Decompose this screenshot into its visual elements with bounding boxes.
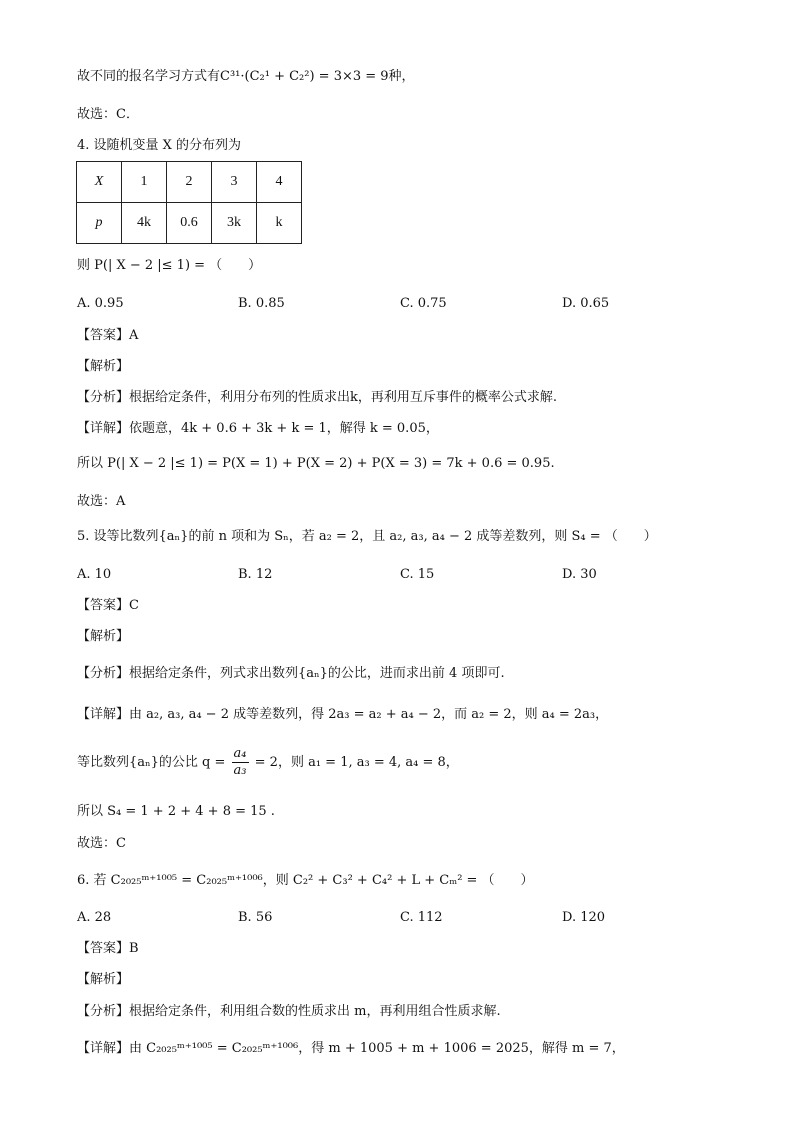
q6-option-d: D. 120 (562, 910, 606, 925)
q5-answer: 【答案】C (77, 598, 139, 613)
q5-stem: 5. 设等比数列{aₙ}的前 n 项和为 Sₙ，若 a₂ = 2，且 a₂, a₃, a₄ − 2 成等差数列，则 S₄ = （ ） (77, 529, 657, 544)
q5-analysis-head: 【解析】 (77, 629, 130, 644)
q5-choose: 故选：C (77, 836, 126, 851)
table-cell: 3 (212, 162, 257, 203)
q5-option-b: B. 12 (238, 567, 273, 582)
q4-question: 则 P(| X − 2 |≤ 1) = （ ） (77, 258, 262, 273)
fraction-numerator: a₄ (233, 746, 247, 761)
q4-stem: 4. 设随机变量 X 的分布列为 (77, 138, 242, 153)
q6-detail: 【详解】由 C₂₀₂₅ᵐ⁺¹⁰⁰⁵ = C₂₀₂₅ᵐ⁺¹⁰⁰⁶，得 m + 1005 + m + 1006 = 2025，解得 m = 7， (77, 1041, 625, 1056)
q4-so: 所以 P(| X − 2 |≤ 1) = P(X = 1) + P(X = 2) + P(X = 3) = 7k + 0.6 = 0.95. (77, 456, 555, 471)
q6-analysis: 【分析】根据给定条件，利用组合数的性质求出 m，再利用组合性质求解. (77, 1004, 501, 1019)
q4-analysis-head: 【解析】 (77, 359, 130, 374)
q4-option-a: A. 0.95 (77, 296, 124, 311)
q5-analysis: 【分析】根据给定条件，列式求出数列{aₙ}的公比，进而求出前 4 项即可. (77, 666, 505, 681)
table-cell: 3k (212, 203, 257, 244)
q4-option-d: D. 0.65 (562, 296, 610, 311)
fraction-denominator: a₃ (233, 763, 247, 778)
q4-analysis: 【分析】根据给定条件，利用分布列的性质求出k，再利用互斥事件的概率公式求解. (77, 390, 558, 405)
q5-detail: 【详解】由 a₂, a₃, a₄ − 2 成等差数列，得 2a₃ = a₂ + a₄ − 2，而 a₂ = 2，则 a₄ = 2a₃， (77, 707, 609, 722)
q5-ratio-prefix: 等比数列{aₙ}的公比 q = (77, 755, 226, 770)
table-row (77, 203, 302, 244)
table-cell: 1 (122, 162, 167, 203)
q6-stem: 6. 若 C₂₀₂₅ᵐ⁺¹⁰⁰⁵ = C₂₀₂₅ᵐ⁺¹⁰⁰⁶，则 C₂² + C₃² + C₄² + L + Cₘ² = （ ） (77, 873, 534, 888)
q5-option-c: C. 15 (400, 567, 435, 582)
table-row (77, 162, 302, 203)
q5-ratio-suffix: = 2，则 a₁ = 1, a₃ = 4, a₄ = 8， (254, 755, 459, 770)
q6-option-b: B. 56 (238, 910, 273, 925)
q4-choose: 故选：A (77, 494, 126, 509)
q6-option-a: A. 28 (77, 910, 112, 925)
distribution-table (76, 161, 302, 244)
q4-option-c: C. 0.75 (400, 296, 447, 311)
table-cell: k (257, 203, 302, 244)
q5-ratio-line (77, 746, 459, 779)
table-cell: p (77, 203, 122, 244)
intro-line: 故不同的报名学习方式有C³¹·(C₂¹ + C₂²) = 3×3 = 9种， (77, 69, 415, 84)
table-cell: 2 (167, 162, 212, 203)
q4-answer: 【答案】A (77, 328, 139, 343)
table-cell: 4 (257, 162, 302, 203)
q6-answer: 【答案】B (77, 941, 139, 956)
intro-choose: 故选：C． (77, 107, 139, 122)
q5-option-a: A. 10 (77, 567, 112, 582)
table-cell: X (77, 162, 122, 203)
table-cell: 4k (122, 203, 167, 244)
ratio-fraction (232, 746, 249, 779)
q6-analysis-head: 【解析】 (77, 972, 130, 987)
q5-option-d: D. 30 (562, 567, 597, 582)
q4-detail: 【详解】依题意，4k + 0.6 + 3k + k = 1，解得 k = 0.05， (77, 421, 439, 436)
q6-option-c: C. 112 (400, 910, 443, 925)
table-cell: 0.6 (167, 203, 212, 244)
q4-option-b: B. 0.85 (238, 296, 285, 311)
q5-so: 所以 S₄ = 1 + 2 + 4 + 8 = 15 . (77, 804, 275, 819)
